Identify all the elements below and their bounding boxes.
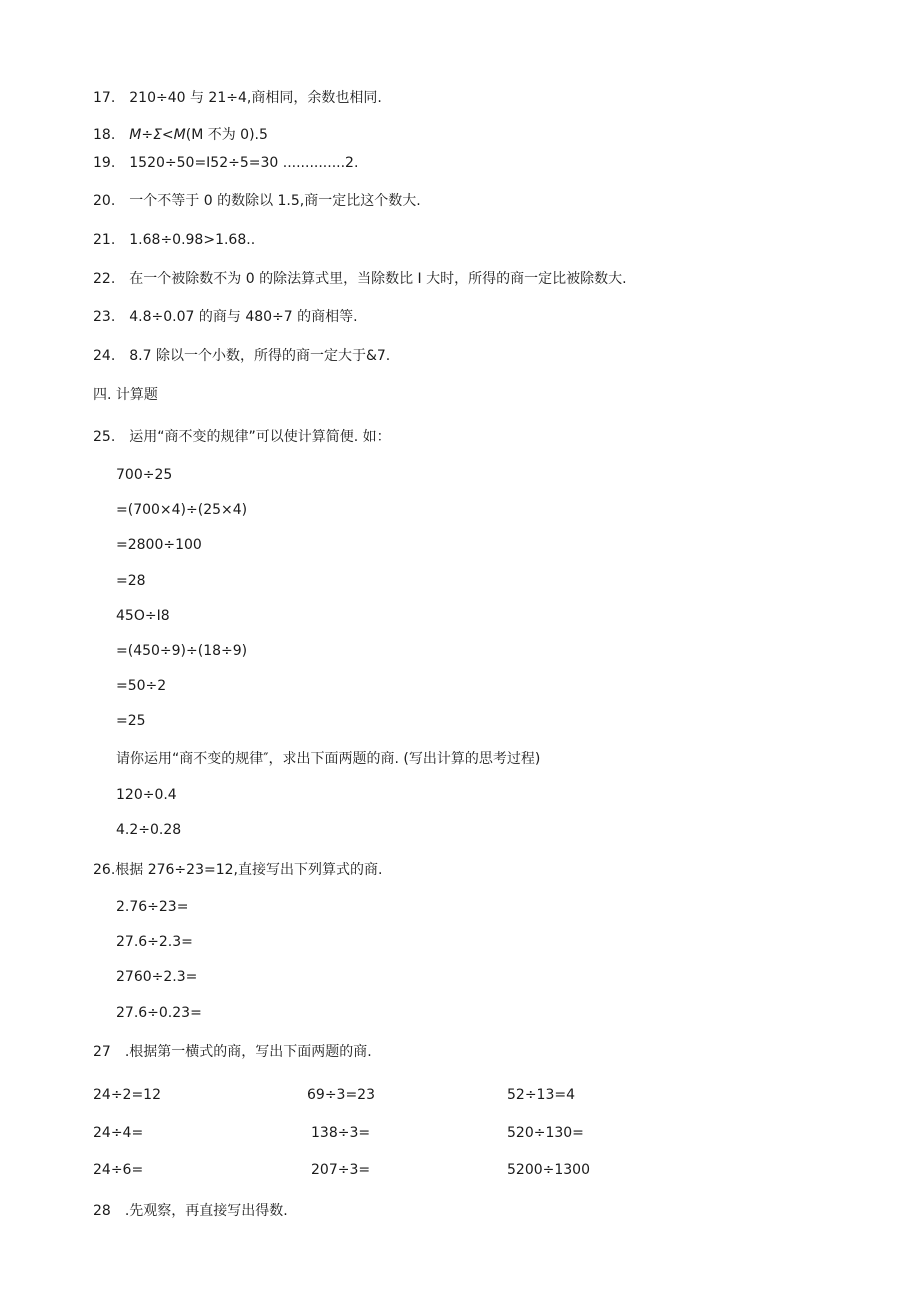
question-21	[93, 231, 255, 249]
question-text: 1520÷50=I52÷5=30 ..............2.	[129, 155, 359, 171]
question-prompt: 请你运用“商不变的规律″，求出下面两题的商. (写出计算的思考过程)	[116, 751, 541, 767]
task-line: 120÷0.4	[116, 787, 177, 803]
task-line: 2.76÷23=	[116, 899, 189, 915]
worked-example-line: =25	[116, 713, 146, 729]
question-number: 22.	[93, 271, 116, 287]
section-heading: 四. 计算题	[93, 387, 158, 403]
worked-example-line: 700÷25	[116, 467, 173, 483]
question-27	[93, 1043, 372, 1061]
grid-cell: 207÷3=	[311, 1162, 371, 1178]
question-number: 28	[93, 1203, 111, 1219]
question-text: 8.7 除以一个小数，所得的商一定大于&7.	[129, 348, 391, 364]
worked-example-line: =50÷2	[116, 678, 167, 694]
question-text: .先观察，再直接写出得数.	[124, 1203, 288, 1219]
grid-cell: 520÷130=	[507, 1125, 584, 1141]
task-line: 2760÷2.3=	[116, 969, 198, 985]
worked-example-line: =2800÷100	[116, 537, 202, 553]
worked-example-line: =(450÷9)÷(18÷9)	[116, 643, 248, 659]
question-number: 25.	[93, 429, 116, 445]
question-18	[93, 126, 268, 144]
grid-cell: 138÷3=	[311, 1125, 371, 1141]
question-text: 在一个被除数不为 0 的除法算式里，当除数比 I 大时，所得的商一定比被除数大.	[129, 271, 627, 287]
question-number: 23.	[93, 309, 116, 325]
question-number: 27	[93, 1044, 111, 1060]
question-number: 20.	[93, 193, 116, 209]
question-17	[93, 89, 382, 107]
question-number: 24.	[93, 348, 116, 364]
question-23	[93, 308, 358, 326]
question-28	[93, 1202, 288, 1220]
worked-example-line: 45O÷I8	[116, 608, 170, 624]
task-line: 27.6÷2.3=	[116, 934, 193, 950]
question-formula: M÷Σ<M	[129, 127, 186, 143]
question-text: 4.8÷0.07 的商与 480÷7 的商相等.	[129, 309, 358, 325]
question-24	[93, 347, 390, 365]
question-25	[93, 428, 391, 446]
grid-cell: 24÷4=	[93, 1125, 144, 1141]
grid-cell: 69÷3=23	[307, 1087, 375, 1103]
worked-example-line: =28	[116, 573, 146, 589]
worked-example-line: =(700×4)÷(25×4)	[116, 502, 248, 518]
grid-cell: 24÷6=	[93, 1162, 144, 1178]
question-number: 21.	[93, 232, 116, 248]
task-line: 4.2÷0.28	[116, 822, 182, 838]
question-text: 运用“商不变的规律”可以使计算简便. 如：	[129, 429, 391, 445]
question-19	[93, 154, 358, 172]
question-number: 17.	[93, 90, 116, 106]
question-22	[93, 270, 627, 288]
question-text: 210÷40 与 21÷4,商相同，余数也相同.	[129, 90, 382, 106]
grid-cell: 24÷2=12	[93, 1087, 161, 1103]
question-text: .根据第一横式的商，写出下面两题的商.	[124, 1044, 372, 1060]
question-number: 18.	[93, 127, 116, 143]
question-text: 1.68÷0.98>1.68..	[129, 232, 256, 248]
question-20	[93, 192, 421, 210]
task-line: 27.6÷0.23=	[116, 1005, 202, 1021]
question-number: 19.	[93, 155, 116, 171]
grid-cell: 5200÷1300	[507, 1162, 590, 1178]
grid-cell: 52÷13=4	[507, 1087, 575, 1103]
question-text: (M 不为 0).5	[185, 127, 268, 143]
question-26: 26.根据 276÷23=12,直接写出下列算式的商.	[93, 862, 383, 878]
question-text: 一个不等于 0 的数除以 1.5,商一定比这个数大.	[129, 193, 421, 209]
